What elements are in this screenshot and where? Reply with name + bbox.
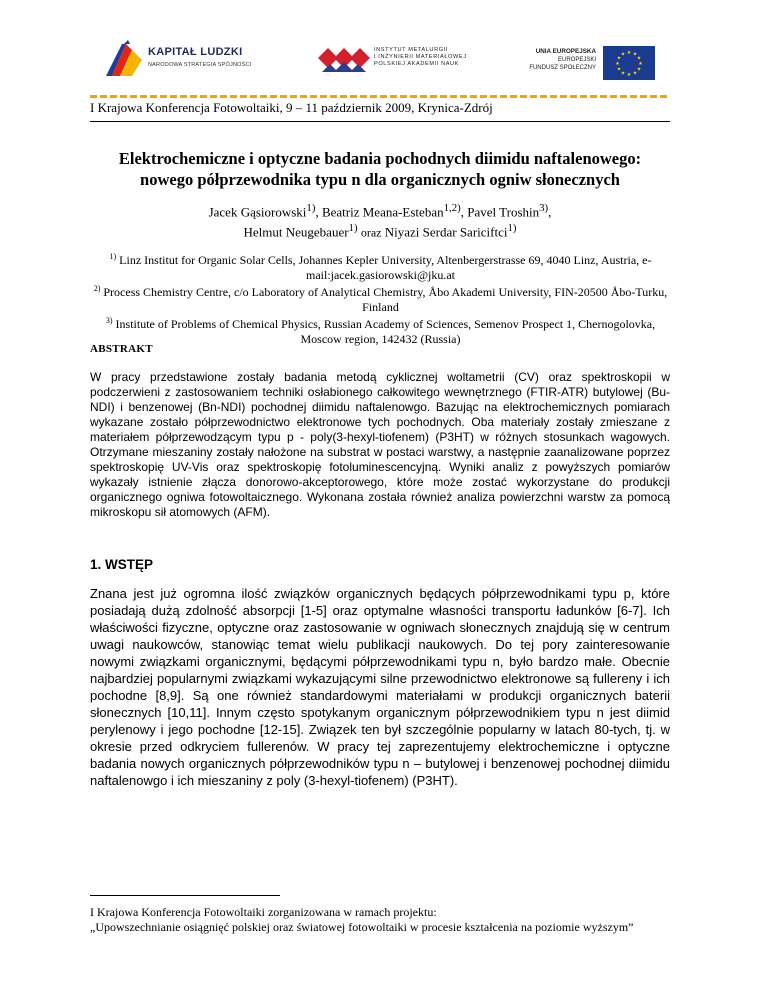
- footer-note: [90, 905, 670, 935]
- svg-text:★: ★: [632, 70, 638, 77]
- affiliation-item: [88, 250, 673, 282]
- header-rule: [90, 121, 670, 122]
- author-affil-sup: 1): [507, 222, 517, 235]
- imim-logo: [318, 42, 498, 82]
- svg-text:★: ★: [616, 55, 622, 62]
- section-heading: 1. WSTĘP: [90, 557, 154, 572]
- paper-title-line-2: nowego półprzewodnika typu n dla organicznych ogniw słonecznych: [140, 170, 620, 189]
- header-dashed-rule: [90, 95, 670, 98]
- imim-line-2: I INŻYNIERII MATERIAŁOWEJ: [374, 54, 467, 60]
- eu-text: [504, 48, 596, 72]
- affiliation-sup: 2): [93, 284, 101, 293]
- author-affil-sup: 1): [306, 202, 316, 214]
- abstract-text: W pracy przedstawione zostały badania metodą cyklicznej woltametrii (CV) oraz spektroskopii w podczerwieni z zastosowaniem techniki osłabionego całkowitego wewnętrznego (FTIR-ATR) butylowej (Bu-NDI) i benzenowej (Bn-NDI) pochodnej diimidu naftalenowgo. Bazując na elektrochemicznych pomiarach wykazane zostało półprzewodnictwo elektronowe tych pochodnych. Oba materiały zostały zmieszane z materiałem półprzewodzącym typu p - poly(3-hexyl-tiofenem) (P3HT) w różnych stosunkach wagowych. Otrzymane mieszaniny zostały nałożone na substrat w postaci warstwy, a następnie zaanalizowane poprzez spektroskopię UV-Vis oraz spektroskopię fotoluminescencyjną. Wyniki analiz z powyższych pomiarów wykazały istnienie złącza donorowo-akceptorowego, które może zostać wykorzystane do produkcji organicznego ogniwa fotowoltaicznego. Wykonana została również analiza powierzchni warstw za pomocą mikroskopu sił atomowych (AFM).: [90, 370, 670, 519]
- paper-title: [60, 148, 700, 190]
- svg-text:★: ★: [626, 50, 632, 56]
- kapital-ludzki-logo: [100, 38, 260, 84]
- affiliation-text: Process Chemistry Centre, c/o Laboratory of Analytical Chemistry, Åbo Akademi University, FIN-20500 Åbo-Turku, Finland: [103, 285, 668, 314]
- author-name: Niyazi Serdar Sariciftci: [384, 224, 508, 240]
- eu-logo: [500, 44, 670, 84]
- svg-text:★: ★: [615, 61, 620, 67]
- eu-flag-icon: [603, 46, 655, 80]
- affiliations: [88, 250, 673, 346]
- svg-text:★: ★: [616, 66, 622, 73]
- affiliation-sup: 1): [109, 252, 117, 261]
- author-list: [90, 200, 670, 242]
- affiliation-sup: 3): [105, 316, 113, 325]
- svg-text:★: ★: [620, 51, 626, 58]
- author-line-2: [90, 220, 670, 241]
- eu-line-3: FUNDUSZ SPOŁECZNY: [529, 65, 596, 71]
- footer-line-2: „Upowszechnianie osiągnięć polskiej oraz światowej fotowoltaiki w procesie kształcenia na poziomie wyższym”: [90, 920, 634, 934]
- abstract-heading: ABSTRAKT: [90, 343, 153, 355]
- author-name: Jacek Gąsiorowski: [208, 204, 307, 220]
- author-affil-sup: 1): [348, 222, 358, 235]
- affiliation-item: [88, 282, 673, 314]
- logo-bar: [100, 38, 670, 88]
- kapital-ludzki-flag-icon: [102, 40, 144, 80]
- affiliation-text: Institute of Problems of Chemical Physics, Russian Academy of Sciences, Semenov Prospect 1, Chernogolovka, Moscow region, 142432 (Russia): [115, 317, 656, 346]
- affiliation-item: [88, 314, 673, 346]
- section-body: Znana jest już ogromna ilość związków organicznych będących półprzewodnikami typu p, które posiadają dużą zdolność absorpcji [1-5] oraz optymalne własności transportu ładunków [6-7]. Ich właściwości fizyczne, optyczne oraz zastosowanie w ogniwach słonecznych znajdują się w centrum uwagi naukowców, stanowiąc temat wielu publikacji naukowych. Do tej pory zainteresowanie nowymi związkami organicznymi, będącymi półprzewodnikami typu n, było bardzo małe. Obecnie najbardziej popularnymi związkami wykazującymi silne przewodnictwo elektronowe są fullereny i ich pochodne [8,9]. Są one również standardowymi materiałami w produkcji organicznych baterii słonecznych [10,11]. Innym często spotykanym organicznym półprzewodnikiem typu n jest diimid perylenowy i jego pochodne [12-15]. Związek ten był szczególnie popularny w latach 80-tych, tj. w okresie przed odkryciem fullerenów. W pracy tej zaprezentujemy elektrochemiczne i optyczne badania nowych organicznych półprzewodników typu n – butylowej i benzenowej pochodnej diimidu naftalenowgo i ich mieszaniny z poly (3-hexyl-tiofenem) (P3HT).: [90, 586, 670, 788]
- imim-text: [374, 47, 467, 68]
- svg-text:★: ★: [636, 55, 642, 62]
- kapital-ludzki-subtitle: NARODOWA STRATEGIA SPÓJNOŚCI: [148, 62, 252, 68]
- author-name: Pavel Troshin: [467, 204, 540, 220]
- conference-header: I Krajowa Konferencja Fotowoltaiki, 9 – 11 październik 2009, Krynica-Zdrój: [90, 100, 493, 115]
- paper-title-line-1: Elektrochemiczne i optyczne badania pochodnych diimidu naftalenowego:: [118, 149, 642, 168]
- eu-line-1: UNIA EUROPEJSKA: [535, 48, 596, 55]
- footer-line-1: I Krajowa Konferencja Fotowoltaiki zorganizowana w ramach projektu:: [90, 905, 437, 919]
- author-conjunction: oraz: [360, 225, 382, 240]
- author-affil-sup: 3): [539, 202, 549, 214]
- imim-mark-icon: [318, 42, 370, 76]
- imim-line-3: POLSKIEJ AKADEMII NAUK: [374, 61, 460, 67]
- footer-rule: [90, 895, 280, 896]
- svg-text:★: ★: [632, 51, 638, 58]
- svg-text:★: ★: [626, 72, 632, 78]
- author-name: Beatriz Meana-Esteban: [321, 204, 444, 220]
- svg-text:★: ★: [620, 70, 626, 77]
- affiliation-text: Linz Institut for Organic Solar Cells, Johannes Kepler University, Altenbergerstrasse 69, 4040 Linz, Austria, e-mail:jacek.gasiorowski@jku.at: [119, 253, 652, 282]
- author-affil-sup: 1,2): [443, 202, 461, 214]
- eu-line-2: EUROPEJSKI: [557, 57, 596, 63]
- author-line-1: Jacek Gąsiorowski$^{1)}$, Beatriz Meana-Esteban$^{1,2)}$, Pavel Troshin$^{3)}$,: [208, 202, 552, 220]
- svg-text:★: ★: [636, 66, 642, 73]
- imim-line-1: INSTYTUT METALURGII: [374, 47, 448, 53]
- svg-text:★: ★: [638, 61, 643, 67]
- author-name: Helmut Neugebauer: [243, 224, 349, 240]
- kapital-ludzki-title: KAPITAŁ LUDZKI: [148, 46, 243, 58]
